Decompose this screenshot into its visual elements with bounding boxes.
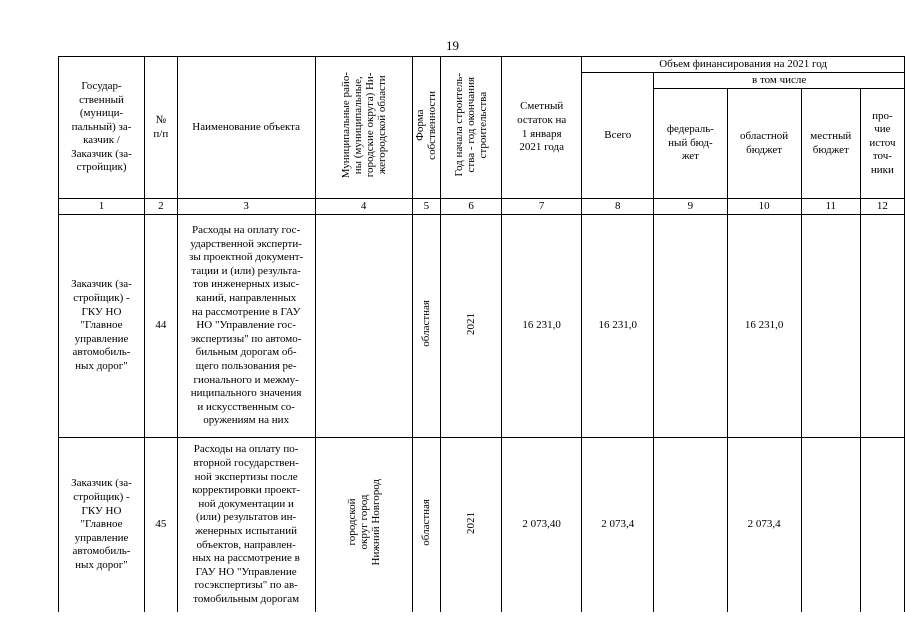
- row-local: [801, 215, 860, 438]
- row-object-name: Расходы на оплату гос- ударственной эксперти- зы проектной документ- тации и (или) результа- тов инженерных изыс- каний, направленных на рассмотрение в ГАУ НО "Управление гос- экспертизы" по автомо- бильным дорогам об- щего пользования ре- гионального и межму- ниципального значения и искусственным со- оружениям на них: [177, 215, 315, 438]
- header-years: [441, 57, 502, 199]
- header-total: Всего: [582, 73, 654, 199]
- row-year-text: 2021: [465, 312, 478, 335]
- row-federal: [654, 215, 727, 438]
- row-total: 16 231,0: [582, 215, 654, 438]
- row-regional: 2 073,4: [727, 438, 801, 613]
- header-regional: областной бюджет: [727, 89, 801, 199]
- row-year: [441, 438, 502, 613]
- table-row: [59, 438, 905, 613]
- table-row: [59, 215, 905, 438]
- row-number: 45: [144, 438, 177, 613]
- row-estimate: 16 231,0: [502, 215, 582, 438]
- row-ownership-text: областная: [420, 300, 433, 348]
- row-municipality: [315, 438, 412, 613]
- row-municipality-text: городской округ город Нижний Новгород: [345, 479, 382, 566]
- row-ownership: [412, 215, 441, 438]
- row-estimate: 2 073,40: [502, 438, 582, 613]
- row-year: [441, 215, 502, 438]
- column-number: 3: [177, 199, 315, 215]
- column-number: 4: [315, 199, 412, 215]
- row-object-name: Расходы на оплату по- вторной государствен- ной экспертизы после корректировки проект- ной документации и (или) результатов ин- женерных испытаний объектов, направлен- ных на рассмотрение в ГАУ НО "Управление госэкспертизы" по ав- томобильным дорогам: [177, 438, 315, 613]
- header-municipality-text: Муниципальные райо- ны (муниципальные, городские округа) Ни- жегородской области: [339, 72, 388, 179]
- header-estimate-balance: Сметный остаток на 1 января 2021 года: [502, 57, 582, 199]
- row-regional: 16 231,0: [727, 215, 801, 438]
- page-number: 19: [446, 38, 459, 53]
- column-number: 5: [412, 199, 441, 215]
- column-number: 2: [144, 199, 177, 215]
- column-number: 10: [727, 199, 801, 215]
- row-ownership-text: областная: [420, 499, 433, 547]
- row-total: 2 073,4: [582, 438, 654, 613]
- header-municipality: [315, 57, 412, 199]
- header-ownership-text: Форма собственности: [414, 90, 439, 160]
- header-ownership: [412, 57, 441, 199]
- row-federal: [654, 438, 727, 613]
- header-financing-group: Объем финансирования на 2021 год: [582, 57, 905, 73]
- column-number: 6: [441, 199, 502, 215]
- header-local: местный бюджет: [801, 89, 860, 199]
- row-other: [860, 215, 904, 438]
- column-number: 1: [59, 199, 145, 215]
- column-number: 8: [582, 199, 654, 215]
- row-customer: Заказчик (за- стройщик) - ГКУ НО "Главное управление автомобиль- ных дорог": [59, 438, 145, 613]
- header-years-text: Год начала строитель- ства - год окончания строительства: [453, 73, 490, 177]
- header-object-name: Наименование объекта: [177, 57, 315, 199]
- row-customer: Заказчик (за- стройщик) - ГКУ НО "Главное управление автомобиль- ных дорог": [59, 215, 145, 438]
- column-number-row: [59, 199, 905, 215]
- row-local: [801, 438, 860, 613]
- investment-program-table: [58, 56, 905, 612]
- header-customer: Государ- ственный (муници- пальный) за- казчик / Заказчик (за- стройщик): [59, 57, 145, 199]
- row-ownership: [412, 438, 441, 613]
- row-year-text: 2021: [465, 511, 478, 534]
- header-including: в том числе: [654, 73, 905, 89]
- row-other: [860, 438, 904, 613]
- header-other: про- чие источ точ- ники: [860, 89, 904, 199]
- header-federal: федераль- ный бюд- жет: [654, 89, 727, 199]
- column-number: 12: [860, 199, 904, 215]
- row-municipality: [315, 215, 412, 438]
- row-number: 44: [144, 215, 177, 438]
- header-row-number: № п/п: [144, 57, 177, 199]
- column-number: 11: [801, 199, 860, 215]
- column-number: 7: [502, 199, 582, 215]
- column-number: 9: [654, 199, 727, 215]
